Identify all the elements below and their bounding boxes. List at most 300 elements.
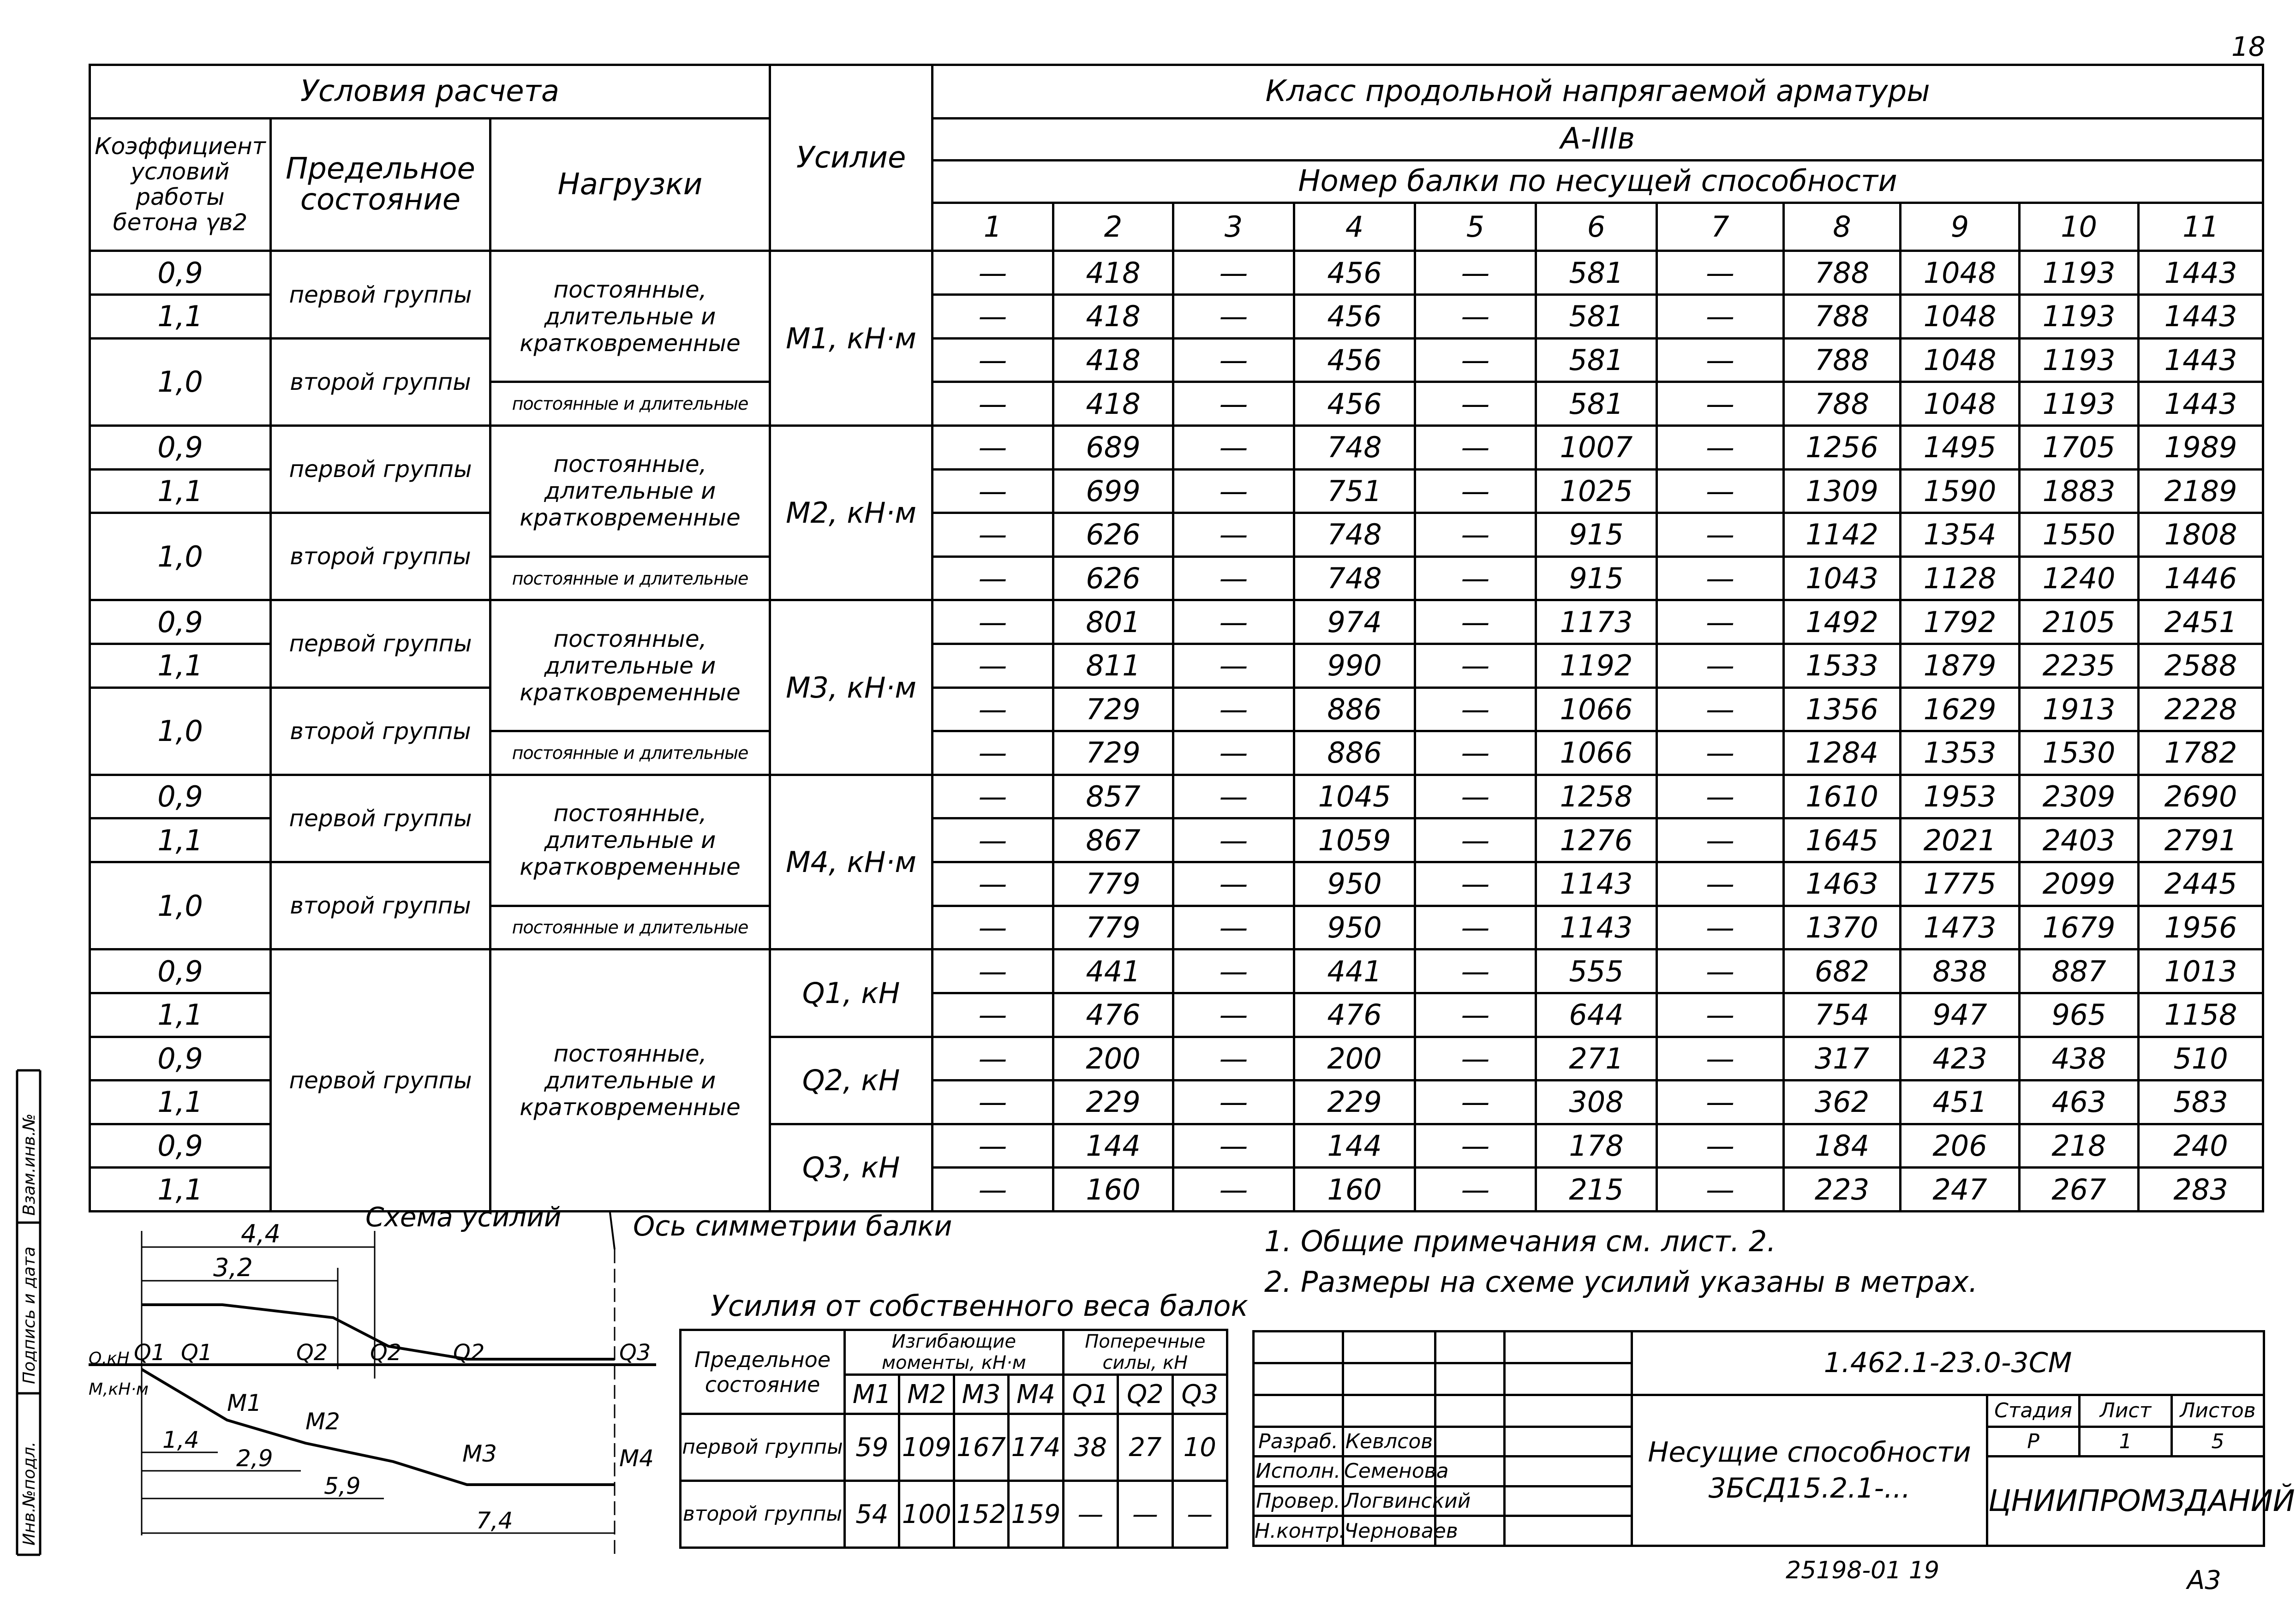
value-cell: — [1415,295,1536,339]
value-cell: 581 [1536,338,1657,382]
value-cell: — [933,1081,1053,1124]
stamp-name: Семенова [1343,1457,1435,1487]
value-cell: 626 [1053,556,1173,600]
limit-state-cell: первой группы [271,775,490,862]
self-weight-value: 152 [954,1481,1008,1548]
coef-cell: 0,9 [90,251,271,295]
value-cell: 271 [1536,1037,1657,1081]
value-cell: — [933,906,1053,949]
value-cell: — [933,251,1053,295]
value-cell: 1013 [2139,949,2263,993]
value-cell: — [1657,1037,1784,1081]
effort-cell: Q3, кН [770,1124,933,1211]
value-cell: 1550 [2020,513,2139,557]
value-cell: 240 [2139,1124,2263,1168]
value-cell: 1128 [1901,556,2020,600]
value-cell: 2189 [2139,469,2263,513]
value-cell: 1443 [2139,382,2263,426]
value-cell: 581 [1536,382,1657,426]
value-cell: — [1415,1081,1536,1124]
label-q2a: Q2 [296,1340,328,1366]
self-weight-value: 54 [845,1481,899,1548]
value-cell: — [1657,731,1784,775]
main-table [89,64,2264,1212]
value-cell: 857 [1053,775,1173,818]
table-row [90,338,2263,382]
value-cell: 965 [2020,993,2139,1037]
value-cell: 788 [1784,338,1901,382]
value-cell: — [1657,295,1784,339]
value-cell: — [933,687,1053,731]
value-cell: 451 [1901,1081,2020,1124]
organization: ЦНИИПРОМЗДАНИЙ [1987,1457,2264,1546]
value-cell: 1043 [1784,556,1901,600]
value-cell: 754 [1784,993,1901,1037]
value-cell: — [1173,338,1294,382]
value-cell: — [1173,251,1294,295]
table-row [90,775,2263,818]
self-weight-shear-header: Поперечные силы, кН [1063,1330,1227,1375]
coef-cell: 1,1 [90,818,271,862]
value-cell: 267 [2020,1168,2139,1212]
self-weight-value: 59 [845,1414,899,1481]
table-row [90,251,2263,295]
value-cell: 751 [1294,469,1415,513]
value-cell: 581 [1536,295,1657,339]
value-cell: — [933,818,1053,862]
value-cell: 555 [1536,949,1657,993]
limit-state-cell: первой группы [271,425,490,513]
value-cell: — [1173,993,1294,1037]
coef-cell: 1,0 [90,862,271,949]
self-weight-col-header: Q2 [1118,1375,1172,1414]
value-cell: 1443 [2139,251,2263,295]
value-cell: 626 [1053,513,1173,557]
self-weight-title: Усилия от собственного веса балок [711,1289,1248,1323]
value-cell: — [1173,906,1294,949]
value-cell: 788 [1784,295,1901,339]
effort-cell: M2, кН·м [770,425,933,600]
effort-header: Усилие [770,65,933,251]
coef-cell: 1,0 [90,513,271,600]
value-cell: — [1657,338,1784,382]
value-cell: 317 [1784,1037,1901,1081]
value-cell: 990 [1294,644,1415,687]
m-axis-label: M,кН·м [89,1380,149,1399]
label-m1: M1 [227,1390,262,1416]
self-weight-value: 10 [1172,1414,1227,1481]
coef-cell: 1,1 [90,993,271,1037]
value-cell: 144 [1294,1124,1415,1168]
value-cell: 178 [1536,1124,1657,1168]
value-cell: 206 [1901,1124,2020,1168]
value-cell: 1989 [2139,425,2263,469]
value-cell: 788 [1784,382,1901,426]
value-cell: 1048 [1901,338,2020,382]
self-weight-col-header: M1 [845,1375,899,1414]
value-cell: 1045 [1294,775,1415,818]
value-cell: — [1415,513,1536,557]
value-cell: 438 [2020,1037,2139,1081]
label-q3: Q3 [619,1340,651,1366]
value-cell: 1192 [1536,644,1657,687]
value-cell: 1645 [1784,818,1901,862]
value-cell: — [1657,775,1784,818]
value-cell: — [1173,1037,1294,1081]
value-cell: 1142 [1784,513,1901,557]
label-q1a: Q1 [134,1340,166,1366]
beam-id: 8 [1784,203,1901,251]
value-cell: 215 [1536,1168,1657,1212]
table-row [90,425,2263,469]
value-cell: 283 [2139,1168,2263,1212]
self-weight-col-header: M2 [899,1375,954,1414]
value-cell: — [1657,600,1784,644]
coef-cell: 0,9 [90,1124,271,1168]
value-cell: 886 [1294,731,1415,775]
value-cell: — [1173,1081,1294,1124]
label-q2c: Q2 [453,1340,485,1366]
value-cell: 2690 [2139,775,2263,818]
value-cell: — [1173,425,1294,469]
value-cell: 915 [1536,556,1657,600]
value-cell: — [1173,513,1294,557]
archive-number: 25198-01 19 [1786,1557,1940,1584]
coef-cell: 1,1 [90,644,271,687]
value-cell: 456 [1294,295,1415,339]
sheets-header: Листов [2172,1395,2264,1427]
effort-cell: Q1, кН [770,949,933,1037]
value-cell: 1240 [2020,556,2139,600]
self-weight-value: 27 [1118,1414,1172,1481]
value-cell: 247 [1901,1168,2020,1212]
beam-id: 3 [1173,203,1294,251]
value-cell: 456 [1294,382,1415,426]
dim-2-9: 2,9 [236,1445,273,1472]
self-weight-state: второй группы [681,1481,845,1548]
coef-cell: 1,1 [90,469,271,513]
value-cell: 418 [1053,251,1173,295]
value-cell: 1792 [1901,600,2020,644]
value-cell: — [1173,556,1294,600]
beam-id: 10 [2020,203,2139,251]
coef-cell: 1,1 [90,1168,271,1212]
value-cell: — [1657,906,1784,949]
value-cell: — [1173,1124,1294,1168]
value-cell: 184 [1784,1124,1901,1168]
value-cell: 1173 [1536,600,1657,644]
value-cell: 1463 [1784,862,1901,906]
sheet-value: 1 [2080,1427,2172,1457]
value-cell: 801 [1053,600,1173,644]
value-cell: 1629 [1901,687,2020,731]
value-cell: 144 [1053,1124,1173,1168]
sheet-header: Лист [2080,1395,2172,1427]
value-cell: 779 [1053,906,1173,949]
value-cell: — [933,425,1053,469]
beam-id: 6 [1536,203,1657,251]
value-cell: 1048 [1901,295,2020,339]
value-cell: — [1173,818,1294,862]
value-cell: — [1657,818,1784,862]
value-cell: 1276 [1536,818,1657,862]
coef-cell: 1,1 [90,295,271,339]
limit-state-cell: первой группы [271,600,490,687]
value-cell: 1025 [1536,469,1657,513]
table-row [90,687,2263,731]
value-cell: 947 [1901,993,2020,1037]
dim-5-9: 5,9 [324,1473,361,1499]
value-cell: 1193 [2020,382,2139,426]
self-weight-value: 174 [1009,1414,1063,1481]
table-row [90,513,2263,557]
value-cell: 2403 [2020,818,2139,862]
beam-id: 4 [1294,203,1415,251]
beam-id: 1 [933,203,1053,251]
value-cell: 583 [2139,1081,2263,1124]
dim-3-2: 3,2 [213,1253,253,1282]
value-cell: 418 [1053,382,1173,426]
stamp-role: Н.контр. [1254,1516,1343,1546]
value-cell: — [933,644,1053,687]
beam-number-header: Номер балки по несущей способности [933,160,2263,203]
rebar-type: А-IIIв [933,119,2263,160]
value-cell: 1256 [1784,425,1901,469]
value-cell: — [933,513,1053,557]
self-weight-value: 159 [1009,1481,1063,1548]
value-cell: — [1415,600,1536,644]
value-cell: — [1415,906,1536,949]
value-cell: 886 [1294,687,1415,731]
value-cell: 418 [1053,338,1173,382]
load-cell: постоянные, длительные и кратковременные [490,251,770,382]
load-cell: постоянные и длительные [490,382,770,426]
self-weight-moments-header: Изгибающие моменты, кН·м [845,1330,1064,1375]
stamp-role: Провер. [1254,1486,1343,1516]
value-cell: 463 [2020,1081,2139,1124]
beam-id: 7 [1657,203,1784,251]
value-cell: — [933,993,1053,1037]
value-cell: 423 [1901,1037,2020,1081]
value-cell: 160 [1294,1168,1415,1212]
note-1: 1. Общие примечания см. лист. 2. [1264,1224,1776,1258]
value-cell: 1533 [1784,644,1901,687]
value-cell: 2445 [2139,862,2263,906]
value-cell: — [1657,1081,1784,1124]
value-cell: — [1657,1168,1784,1212]
value-cell: 1066 [1536,731,1657,775]
value-cell: 950 [1294,906,1415,949]
value-cell: 456 [1294,251,1415,295]
coef-header: Коэффициент условий работы бетона γв2 [90,119,271,251]
value-cell: — [933,556,1053,600]
side-stamp-repl: Взам.инв.№ [20,1113,39,1216]
value-cell: — [1657,469,1784,513]
beam-id: 9 [1901,203,2020,251]
loads-header: Нагрузки [490,119,770,251]
value-cell: 441 [1053,949,1173,993]
limit-state-cell: второй группы [271,513,490,600]
value-cell: — [933,862,1053,906]
value-cell: — [1657,556,1784,600]
value-cell: — [933,469,1053,513]
value-cell: 2105 [2020,600,2139,644]
value-cell: 1679 [2020,906,2139,949]
value-cell: 1913 [2020,687,2139,731]
value-cell: 748 [1294,425,1415,469]
load-cell: постоянные и длительные [490,731,770,775]
value-cell: 1530 [2020,731,2139,775]
value-cell: 1193 [2020,295,2139,339]
coef-cell: 1,0 [90,687,271,775]
value-cell: — [933,338,1053,382]
self-weight-value: 100 [899,1481,954,1548]
value-cell: — [1173,600,1294,644]
value-cell: — [1415,425,1536,469]
value-cell: 867 [1053,818,1173,862]
stamp-name: Логвинский [1343,1486,1435,1516]
beam-id: 2 [1053,203,1173,251]
load-cell: постоянные, длительные и кратковременные [490,425,770,556]
coef-cell: 1,1 [90,1081,271,1124]
value-cell: — [933,1124,1053,1168]
value-cell: 1370 [1784,906,1901,949]
value-cell: 2309 [2020,775,2139,818]
value-cell: — [1657,644,1784,687]
value-cell: — [1173,731,1294,775]
self-weight-value: — [1063,1481,1118,1548]
load-cell: постоянные и длительные [490,556,770,600]
value-cell: 1705 [2020,425,2139,469]
coef-cell: 0,9 [90,949,271,993]
document-code: 1.462.1-23.0-3СМ [1632,1331,2264,1395]
symmetry-axis-label: Ось симметрии балки [633,1210,952,1242]
moment-diagram [142,1369,615,1485]
value-cell: — [1415,731,1536,775]
scheme-title: Схема усилий [365,1201,562,1233]
value-cell: 1143 [1536,862,1657,906]
limit-state-header: Предельное состояние [271,119,490,251]
value-cell: 1492 [1784,600,1901,644]
coef-cell: 1,0 [90,338,271,425]
calc-conditions-header: Условия расчета [90,65,770,119]
value-cell: 682 [1784,949,1901,993]
value-cell: — [1415,818,1536,862]
beam-id: 11 [2139,203,2263,251]
side-stamp [21,1075,39,1555]
value-cell: 689 [1053,425,1173,469]
side-stamp-sign: Подпись и дата [20,1246,39,1384]
value-cell: 887 [2020,949,2139,993]
stage-header: Стадия [1987,1395,2080,1427]
self-weight-value: — [1118,1481,1172,1548]
value-cell: 788 [1784,251,1901,295]
stamp-name: Черноваев [1343,1516,1435,1546]
value-cell: — [1657,425,1784,469]
side-stamp-inv: Инв.№подл. [20,1441,39,1546]
value-cell: — [1415,1168,1536,1212]
label-m4: M4 [619,1445,654,1472]
limit-state-cell: второй группы [271,862,490,949]
value-cell: 1446 [2139,556,2263,600]
label-q1b: Q1 [181,1340,213,1366]
value-cell: — [1415,338,1536,382]
self-weight-value: 167 [954,1414,1008,1481]
value-cell: 200 [1053,1037,1173,1081]
self-weight-state-header: Предельное состояние [681,1330,845,1414]
value-cell: 223 [1784,1168,1901,1212]
value-cell: 1258 [1536,775,1657,818]
q-axis-label: Q,кН [89,1349,130,1368]
stamp-role: Исполн. [1254,1457,1343,1487]
value-cell: 1158 [2139,993,2263,1037]
value-cell: — [1657,862,1784,906]
value-cell: 2021 [1901,818,2020,862]
value-cell: 418 [1053,295,1173,339]
load-cell: постоянные, длительные и кратковременные [490,600,770,731]
value-cell: 476 [1294,993,1415,1037]
limit-state-cell: второй группы [271,338,490,425]
stamp-role: Разраб. [1254,1427,1343,1457]
table-row [90,862,2263,906]
value-cell: 779 [1053,862,1173,906]
value-cell: — [1415,469,1536,513]
dim-1-4: 1,4 [162,1427,199,1453]
value-cell: — [1415,382,1536,426]
value-cell: — [1657,1124,1784,1168]
value-cell: 2099 [2020,862,2139,906]
axis-leader [610,1212,615,1249]
value-cell: 1066 [1536,687,1657,731]
value-cell: 1353 [1901,731,2020,775]
value-cell: — [1415,556,1536,600]
value-cell: 1775 [1901,862,2020,906]
value-cell: 308 [1536,1081,1657,1124]
value-cell: 1354 [1901,513,2020,557]
value-cell: 441 [1294,949,1415,993]
value-cell: 915 [1536,513,1657,557]
value-cell: 1059 [1294,818,1415,862]
self-weight-col-header: Q1 [1063,1375,1118,1414]
value-cell: 581 [1536,251,1657,295]
value-cell: 160 [1053,1168,1173,1212]
value-cell: — [1415,949,1536,993]
value-cell: — [1415,644,1536,687]
value-cell: 1048 [1901,382,2020,426]
table-row [681,1481,1227,1548]
label-q2b: Q2 [370,1340,402,1366]
value-cell: — [933,731,1053,775]
value-cell: 1309 [1784,469,1901,513]
value-cell: — [1173,382,1294,426]
value-cell: — [1415,1124,1536,1168]
value-cell: — [1173,949,1294,993]
value-cell: 1953 [1901,775,2020,818]
coef-cell: 0,9 [90,1037,271,1081]
load-cell: постоянные, длительные и кратковременные [490,949,770,1212]
value-cell: 2791 [2139,818,2263,862]
value-cell: 729 [1053,687,1173,731]
effort-cell: M4, кН·м [770,775,933,949]
value-cell: 229 [1053,1081,1173,1124]
value-cell: — [1173,687,1294,731]
value-cell: — [1173,862,1294,906]
value-cell: 476 [1053,993,1173,1037]
value-cell: 1007 [1536,425,1657,469]
value-cell: 1883 [2020,469,2139,513]
value-cell: 1443 [2139,295,2263,339]
value-cell: 456 [1294,338,1415,382]
